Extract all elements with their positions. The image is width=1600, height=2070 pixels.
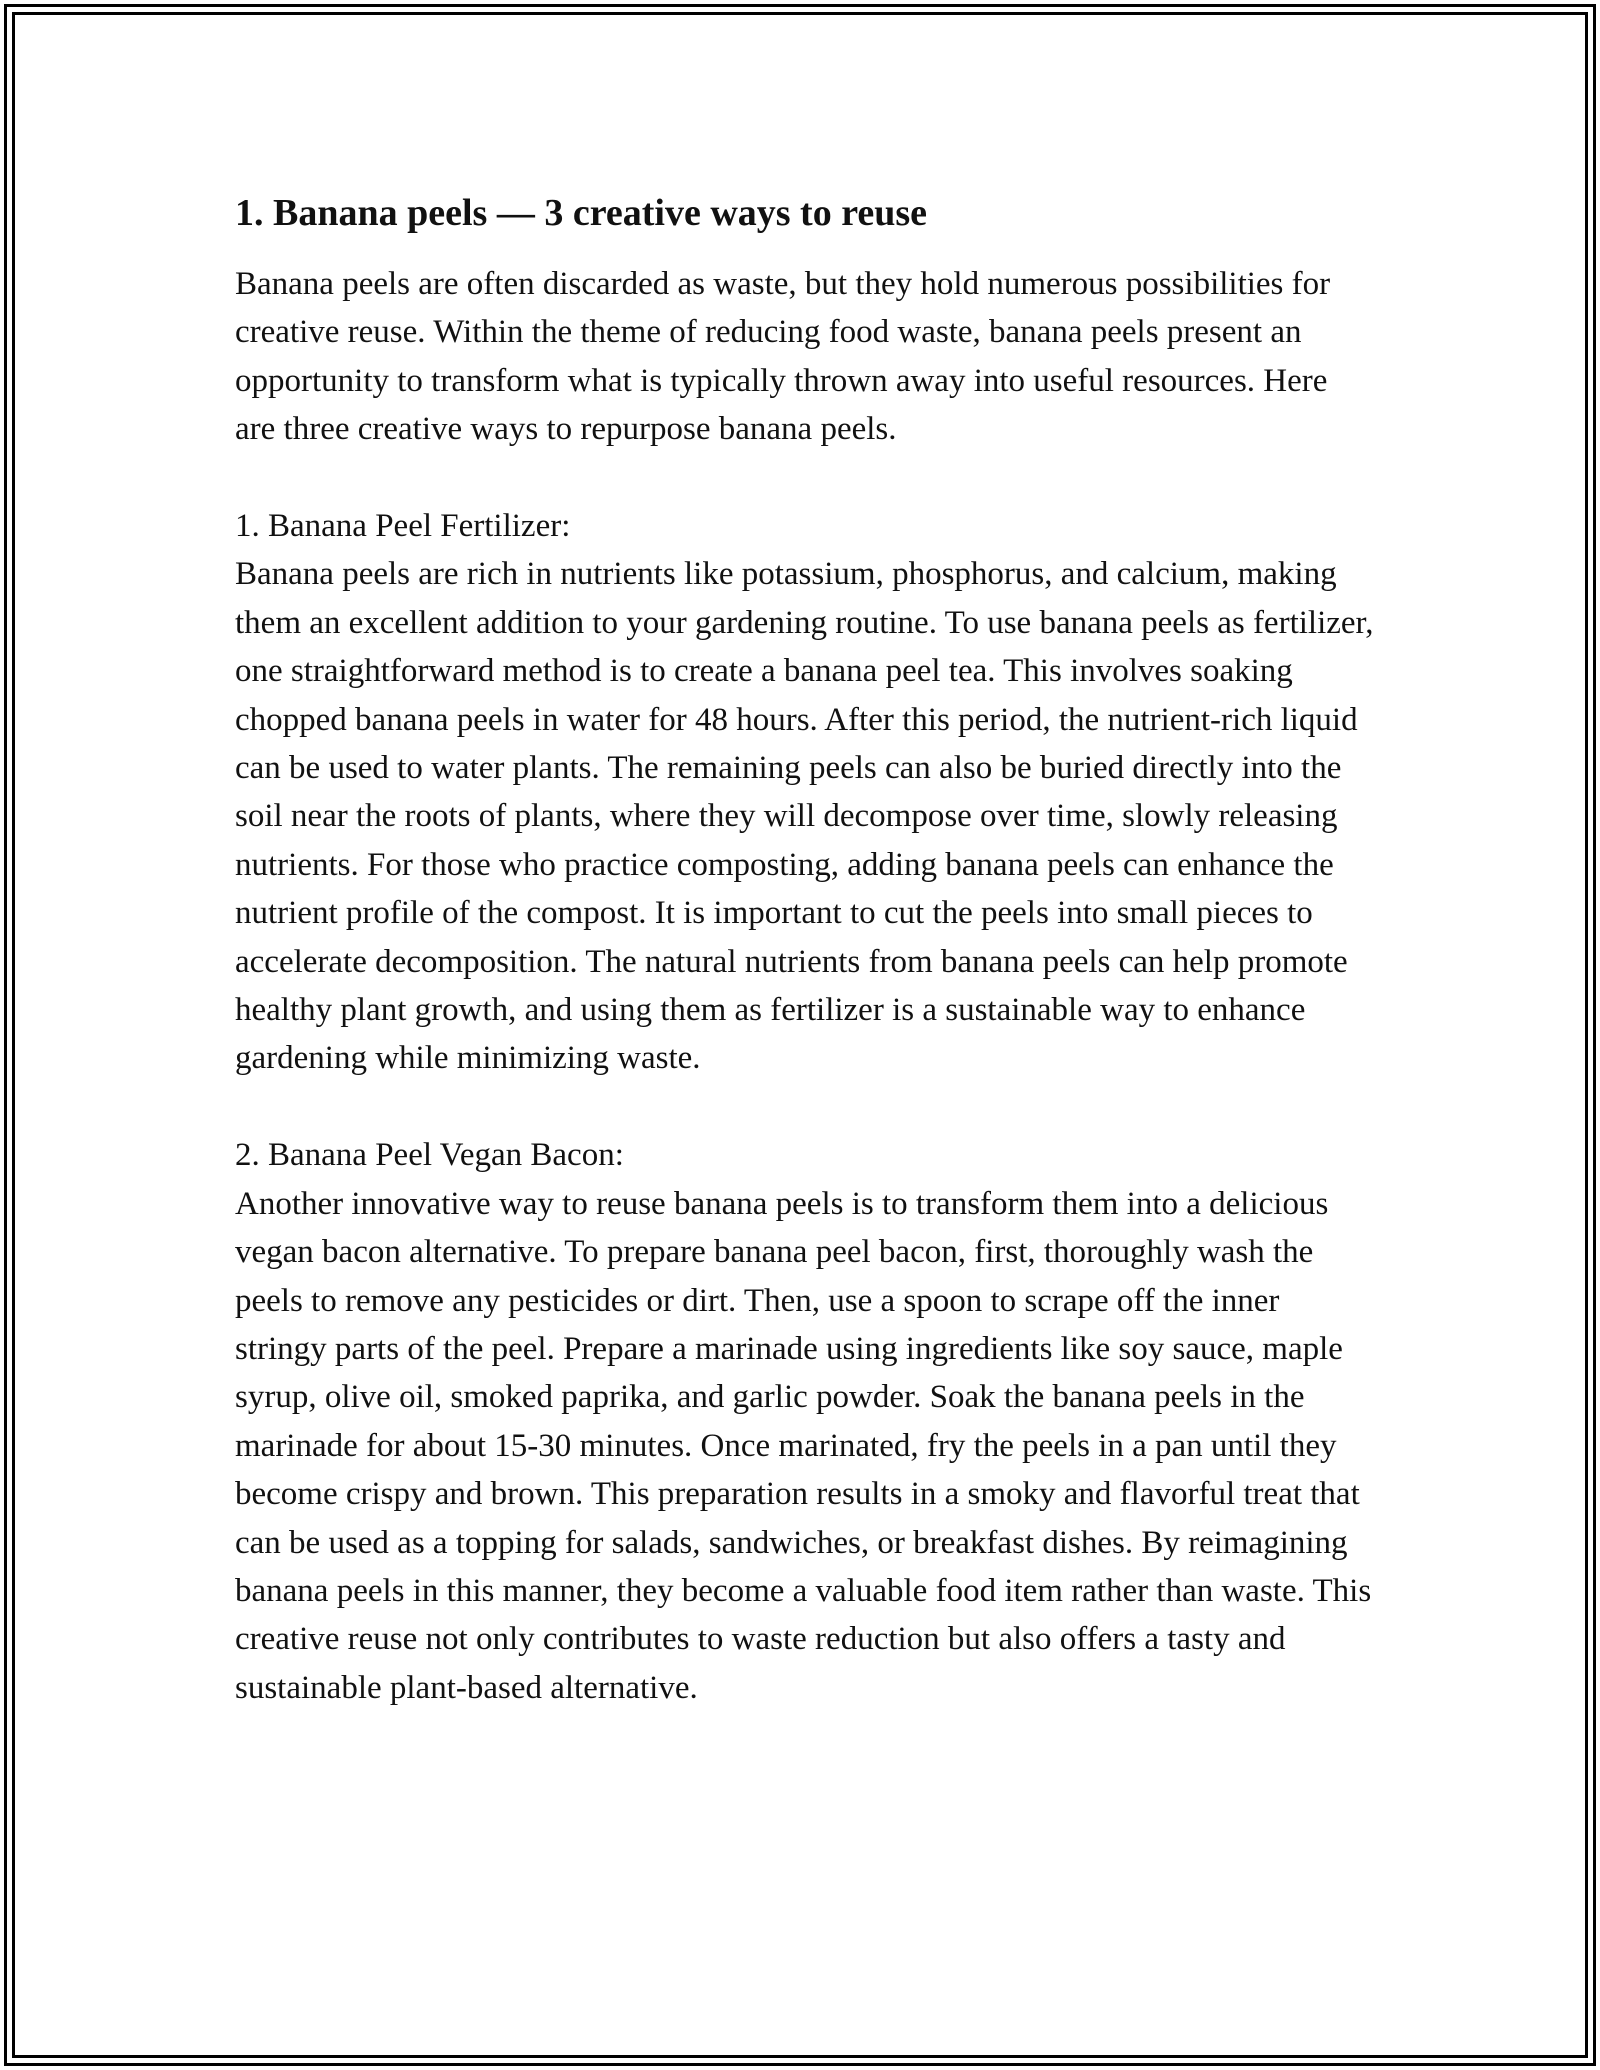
intro-paragraph: Banana peels are often discarded as waste, but they hold numerous possibilities for creative reuse. Within the theme of reducing food waste, banana peels present an opportunity to transform what is typically thrown away into useful resources. Here are three creative ways to repurpose banana peels. (235, 266, 1331, 448)
section-heading: 2. Banana Peel Vegan Bacon: (235, 1137, 624, 1174)
document-title: 1. Banana peels — 3 creative ways to reuse (235, 192, 928, 234)
paragraph-spacer (235, 454, 1375, 502)
paragraph-spacer (235, 1083, 1375, 1131)
section-body: Banana peels are rich in nutrients like potassium, phosphorus, and calcium, making them an excellent addition to your gardening routine. To use banana peels as fertilizer, one straightforward method is to create a banana peel tea. This involves soaking chopped banana peels in water for 48 hours. After this period, the nutrient-rich liquid can be used to water plants. The remaining peels can also be buried directly into the soil near the roots of plants, where they will decompose over time, slowly releasing nutrients. For those who practice composting, adding banana peels can enhance the nutrient profile of the compost. It is important to cut the peels into small pieces to accelerate decomposition. The natural nutrients from banana peels can help promote healthy plant growth, and using them as fertilizer is a sustainable way to enhance gardening while minimizing waste. (235, 556, 1374, 1077)
section-fertilizer (235, 502, 1375, 1083)
section-heading: 1. Banana Peel Fertilizer: (235, 508, 571, 545)
section-vegan-bacon (235, 1131, 1375, 1712)
document-page (235, 186, 1375, 1712)
section-body: Another innovative way to reuse banana peels is to transform them into a delicious vegan bacon alternative. To prepare banana peel bacon, first, thoroughly wash the peels to remove any pesticides or dirt. Then, use a spoon to scrape off the inner stringy parts of the peel. Prepare a marinade using ingredients like soy sauce, maple syrup, olive oil, smoked paprika, and garlic powder. Soak the banana peels in the marinade for about 15-30 minutes. Once marinated, fry the peels in a pan until they become crispy and brown. This preparation results in a smoky and flavorful treat that can be used as a topping for salads, sandwiches, or breakfast dishes. By reimagining banana peels in this manner, they become a valuable food item rather than waste. This creative reuse not only contributes to waste reduction but also offers a tasty and sustainable plant-based alternative. (235, 1185, 1372, 1706)
